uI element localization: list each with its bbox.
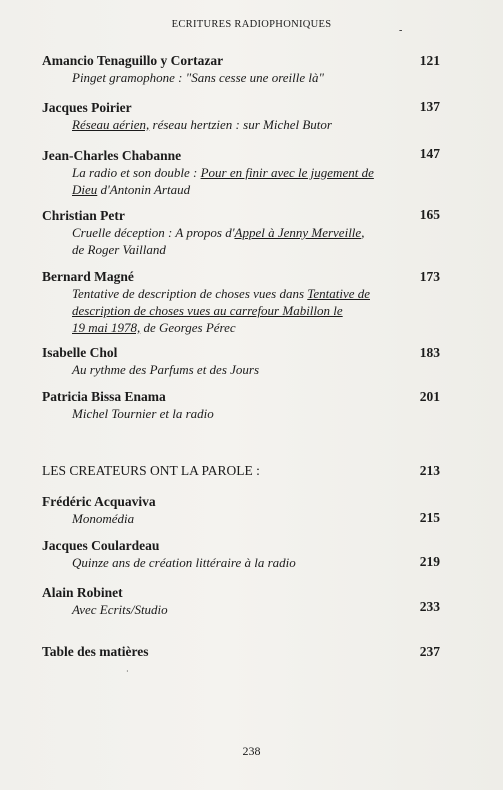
underlined-title-segment: Pour en finir avec le jugement de — [200, 165, 374, 180]
entry-title — [72, 164, 442, 198]
running-header: ECRITURES RADIOPHONIQUES — [171, 19, 332, 30]
toc-page-number: 237 — [419, 644, 440, 659]
underlined-title-segment: Dieu — [72, 182, 98, 197]
title-segment: Michel Tournier et la radio — [72, 406, 214, 421]
entry-author: Christian Petr — [42, 208, 125, 223]
title-segment: de Georges Pérec — [140, 320, 236, 335]
entry-page-number: 165 — [419, 207, 440, 222]
creator-author: Frédéric Acquaviva — [42, 494, 156, 509]
underlined-title-segment: description de choses vues au carrefour Mabillon le — [72, 303, 343, 318]
creator-title: Avec Ecrits/Studio — [72, 602, 168, 617]
title-segment: Tentative de description de choses vues dans — [72, 286, 308, 301]
entry-title — [72, 361, 442, 378]
entry-page-number: 147 — [419, 146, 440, 161]
title-segment: Cruelle déception : A propos d' — [72, 225, 235, 240]
toc-entry — [42, 388, 442, 422]
toc-heading: Table des matières — [42, 644, 149, 659]
title-segment: d'Antonin Artaud — [97, 182, 191, 197]
entry-page-number: 201 — [419, 389, 440, 404]
entry-page-number: 183 — [419, 345, 440, 360]
creator-title: Quinze ans de création littéraire à la radio — [72, 555, 296, 570]
title-segment: Au rythme des Parfums et des Jours — [72, 362, 260, 377]
entry-title — [72, 69, 442, 86]
entry-title — [72, 224, 442, 258]
page-number: 238 — [242, 744, 261, 758]
toc-entry — [42, 344, 442, 378]
entry-author: Bernard Magné — [42, 269, 134, 284]
section-page-number: 213 — [419, 463, 440, 478]
creator-page-number: 215 — [419, 510, 440, 525]
creator-author: Jacques Coulardeau — [42, 538, 160, 553]
entry-author: Amancio Tenaguillo y Cortazar — [42, 53, 224, 68]
entry-title — [72, 285, 442, 336]
section-heading: LES CREATEURS ONT LA PAROLE : — [42, 463, 260, 478]
creator-page-number: 233 — [419, 599, 440, 614]
entry-title — [72, 405, 442, 422]
creator-entry — [42, 493, 442, 527]
entry-author: Jean-Charles Chabanne — [42, 148, 182, 163]
entry-author: Patricia Bissa Enama — [42, 389, 166, 404]
entry-author: Isabelle Chol — [42, 345, 118, 360]
entry-page-number: 137 — [419, 99, 440, 114]
underlined-title-segment: Tentative de — [307, 286, 370, 301]
underlined-title-segment: Appel à Jenny Merveille — [234, 225, 362, 240]
toc-entry — [42, 207, 442, 258]
title-segment: , — [361, 225, 365, 240]
underlined-title-segment: 19 mai 1978, — [72, 320, 141, 335]
entry-title — [72, 116, 442, 133]
creator-entry — [42, 584, 442, 618]
entry-page-number: 121 — [419, 53, 440, 68]
title-segment: Pinget gramophone : "Sans cesse une oreille là" — [72, 70, 324, 85]
creator-author: Alain Robinet — [42, 585, 123, 600]
title-segment: réseau hertzien : sur Michel Butor — [149, 117, 332, 132]
toc-entry — [42, 268, 442, 336]
page-speck: · — [126, 667, 129, 676]
entry-author: Jacques Poirier — [42, 100, 132, 115]
creator-title: Monomédia — [72, 511, 135, 526]
creator-page-number: 219 — [419, 554, 440, 569]
underlined-title-segment: Réseau aérien, — [72, 117, 150, 132]
toc-entry — [42, 147, 442, 198]
toc-entry — [42, 52, 442, 86]
entry-page-number: 173 — [419, 269, 440, 284]
title-segment: La radio et son double : — [72, 165, 201, 180]
stray-mark: - — [399, 25, 403, 36]
creator-entry — [42, 537, 442, 571]
toc-entry — [42, 99, 442, 133]
title-segment: de Roger Vailland — [72, 242, 166, 257]
